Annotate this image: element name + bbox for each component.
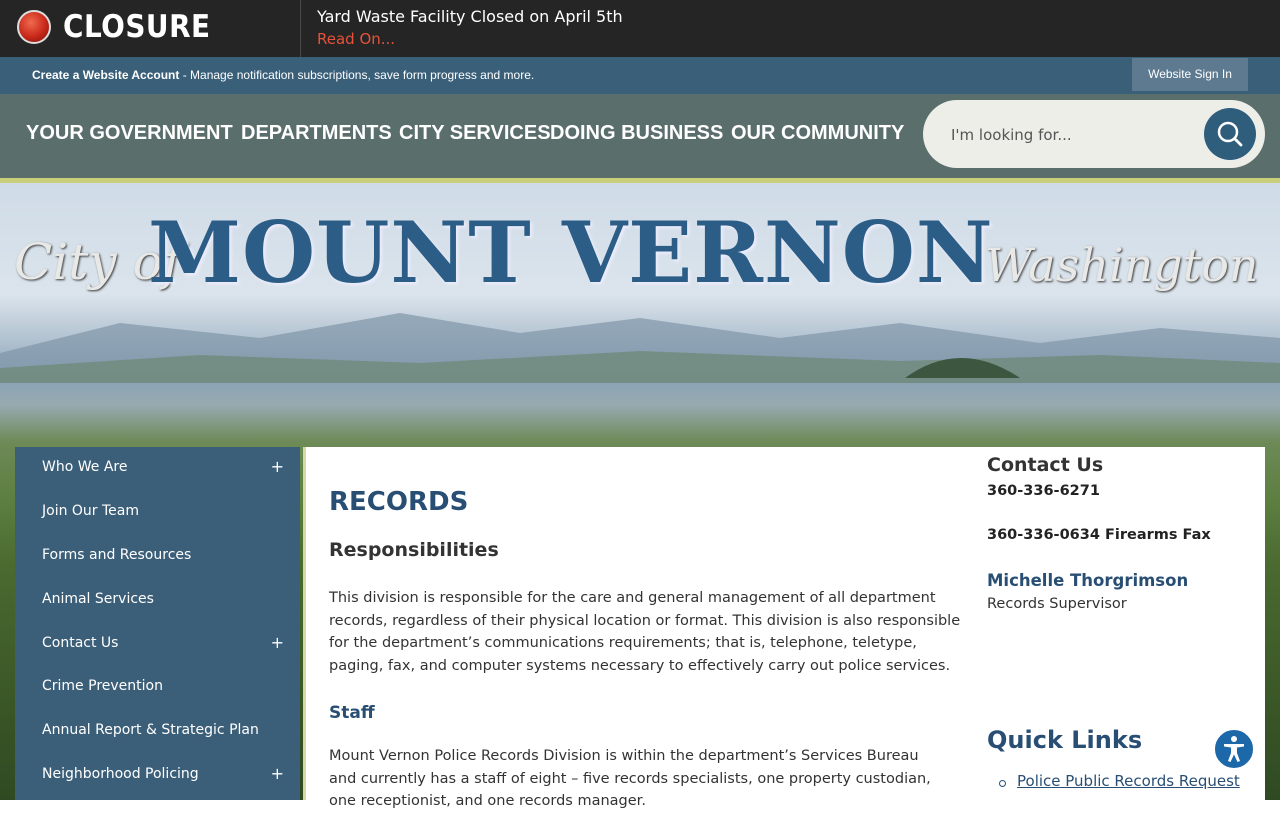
search-icon — [1204, 108, 1256, 160]
contact-fax: 360-336-0634 Firearms Fax — [987, 527, 1211, 543]
contact-name: Michelle Thorgrimson — [987, 571, 1189, 590]
main-nav — [0, 94, 1280, 183]
sidebar-item-animal-services[interactable] — [15, 579, 300, 623]
website-sign-in-button[interactable]: Website Sign In — [1132, 58, 1248, 91]
alert-dot-icon — [17, 10, 51, 44]
create-account-link[interactable]: Create a Website Account — [32, 68, 180, 82]
read-on-link[interactable]: Read On... — [317, 30, 396, 48]
alert-bar — [0, 0, 1280, 57]
contact-heading: Contact Us — [987, 454, 1104, 476]
nav-doing-business[interactable]: DOING BUSINESS — [550, 122, 724, 144]
sidebar-item-label: Annual Report & Strategic Plan — [42, 722, 259, 738]
section-sidebar — [15, 447, 300, 800]
search-box — [923, 100, 1265, 168]
account-bar — [0, 57, 1280, 94]
sidebar-item-who-we-are[interactable] — [15, 447, 300, 491]
sidebar-item-label: Forms and Resources — [42, 547, 192, 563]
sidebar-item-annual-report[interactable] — [15, 710, 300, 754]
banner-city-name: MOUNT VERNON — [148, 203, 994, 302]
nav-departments[interactable]: DEPARTMENTS — [241, 122, 392, 144]
accessibility-icon — [1215, 730, 1253, 768]
nav-our-community[interactable]: OUR COMMUNITY — [731, 122, 905, 144]
sidebar-item-join-our-team[interactable] — [15, 491, 300, 535]
account-description: - Manage notification subscriptions, save form progress and more. — [179, 68, 535, 82]
nav-your-government[interactable]: YOUR GOVERNMENT — [26, 122, 233, 144]
contact-title: Records Supervisor — [987, 596, 1127, 612]
section-heading-staff: Staff — [329, 703, 375, 723]
quick-links-heading: Quick Links — [987, 726, 1143, 754]
account-message — [32, 68, 534, 82]
sidebar-item-contact-us[interactable] — [15, 623, 300, 667]
sidebar-item-forms-and-resources[interactable] — [15, 535, 300, 579]
banner-state: Washington — [985, 238, 1259, 292]
expand-plus-icon[interactable]: + — [270, 633, 284, 652]
page-title: RECORDS — [329, 487, 469, 517]
nav-city-services[interactable]: CITY SERVICES — [399, 122, 551, 144]
accessibility-button[interactable] — [1213, 728, 1255, 770]
search-input[interactable] — [949, 120, 1193, 150]
sidebar-item-label: Neighborhood Policing — [42, 766, 199, 782]
search-button[interactable] — [1204, 108, 1256, 160]
contact-phone: 360-336-6271 — [987, 483, 1100, 499]
closure-badge — [0, 0, 301, 57]
sidebar-item-neighborhood-policing[interactable] — [15, 754, 300, 798]
responsibilities-paragraph: This division is responsible for the care and general management of all department records, regardless of their physical location or format. This division is also responsible for the department’s communications requirements; that is, telephone, teletype, paging, fax, and computer systems necessary to effectively carry out police services. — [329, 590, 961, 675]
banner-city-of: City of — [14, 233, 182, 291]
sidebar-item-crime-prevention[interactable] — [15, 666, 300, 710]
staff-paragraph: Mount Vernon Police Records Division is within the department’s Services Bureau and currently has a staff of eight – five records specialists, one property custodian, one receptionist, and one records manager. — [329, 748, 931, 810]
sidebar-item-label: Animal Services — [42, 591, 154, 607]
expand-plus-icon[interactable]: + — [270, 764, 284, 783]
sidebar-item-label: Who We Are — [42, 459, 128, 475]
quick-link-public-records-request[interactable]: Police Public Records Request — [1017, 772, 1240, 790]
section-heading-responsibilities: Responsibilities — [329, 539, 499, 561]
sidebar-item-label: Crime Prevention — [42, 678, 163, 694]
alert-headline: Yard Waste Facility Closed on April 5th — [317, 7, 623, 26]
list-bullet-icon — [999, 780, 1006, 787]
sidebar-item-label: Join Our Team — [42, 503, 140, 519]
sidebar-item-label: Contact Us — [42, 635, 119, 651]
main-content — [303, 447, 986, 810]
closure-label: CLOSURE — [63, 9, 211, 45]
expand-plus-icon[interactable]: + — [270, 457, 284, 476]
